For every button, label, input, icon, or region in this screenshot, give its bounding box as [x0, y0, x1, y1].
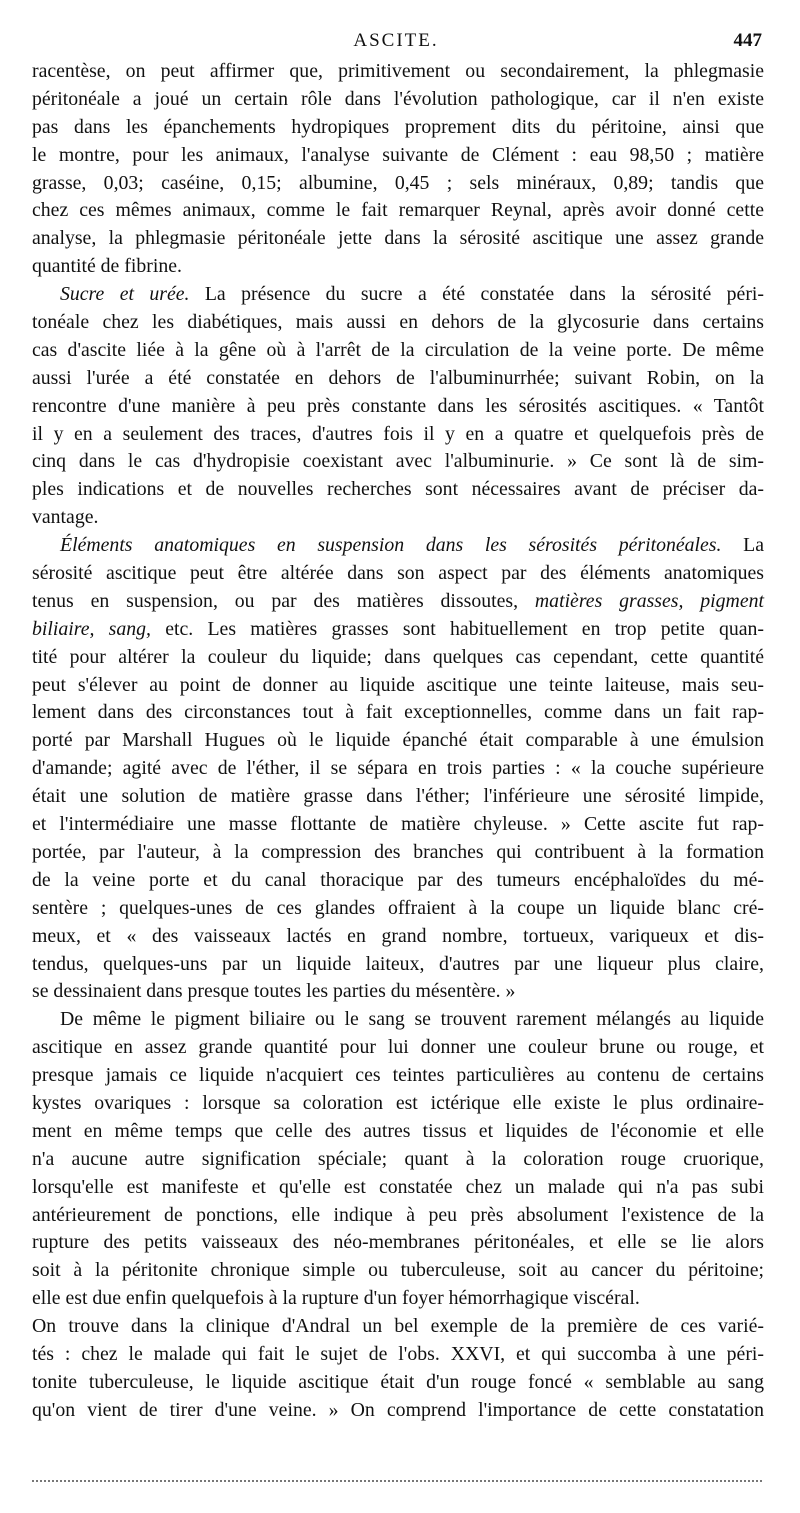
- text-line: rencontre d'une manière à peu près constante dans les sérosités ascitiques. « Tantôt: [32, 394, 764, 417]
- text-line: ment en même temps que celle des autres tissus et liquides de l'économie et elle: [32, 1119, 764, 1142]
- text-line: était une solution de matière grasse dans l'éther; l'inférieure une sérosité limpide,: [32, 785, 764, 808]
- text-line: de la veine porte et du canal thoracique par des tumeurs encéphaloïdes du mé-: [32, 868, 764, 891]
- text-line: racentèse, on peut affirmer que, primitivement ou secondairement, la phlegmasie: [32, 60, 764, 82]
- text-line: se dessinaient dans presque toutes les parties du mésentère. »: [32, 980, 516, 1003]
- text-run: La: [721, 534, 764, 557]
- text-line: peut s'élever au point de donner au liquide ascitique une teinte laiteuse, mais seu-: [32, 673, 764, 696]
- text-line: tonite tuberculeuse, le liquide ascitique était d'un rouge foncé « semblable au sang: [32, 1370, 764, 1393]
- text-line: péritonéale a joué un certain rôle dans l'évolution pathologique, car il n'en existe: [32, 87, 764, 110]
- text-line: qu'on vient de tirer d'une veine. » On comprend l'importance de cette constatation: [32, 1398, 764, 1421]
- paragraph-elements-anatomiques: [32, 532, 764, 1006]
- section-heading: Sucre et urée.: [60, 283, 190, 306]
- text-line: porté par Marshall Hugues où le liquide épanché était comparable à une émulsion: [32, 729, 764, 752]
- text-line: tendus, quelques-uns par un liquide laiteux, d'autres par une liqueur plus claire,: [32, 952, 764, 975]
- text-line: presque jamais ce liquide n'acquiert ces teintes particulières au contenu de certains: [32, 1064, 764, 1087]
- text-line: d'amande; agité avec de l'éther, il se sépara en trois parties : « la couche supérieure: [32, 757, 764, 780]
- text-line: n'a aucune autre signification spéciale; quant à la coloration rouge cruorique,: [32, 1147, 764, 1170]
- text-line: tés : chez le malade qui fait le sujet de l'obs. XXVI, et qui succomba à une péri-: [32, 1342, 764, 1365]
- text-run: La présence du sucre a été constatée dans la sérosité péri-: [189, 283, 764, 306]
- text-line: analyse, la phlegmasie péritonéale jette dans la sérosité ascitique une assez grande: [32, 227, 764, 250]
- paragraph-sucre-uree: [32, 281, 764, 532]
- running-title: ASCITE.: [353, 30, 439, 51]
- paragraph-pigment-sang: [32, 1006, 764, 1424]
- text-line: On trouve dans la clinique d'Andral un bel exemple de la première de ces varié-: [32, 1315, 764, 1338]
- text-line: cinq dans le cas d'hydropisie coexistant avec l'albuminurie. » Ce sont là de sim-: [32, 450, 764, 473]
- text-run: tenus en suspension, ou par des matières dissoutes,: [32, 589, 535, 612]
- emphasis-text: biliaire, sang,: [32, 617, 151, 640]
- text-line: grasse, 0,03; caséine, 0,15; albumine, 0,45 ; sels minéraux, 0,89; tandis que: [32, 171, 764, 194]
- text-line: soit à la péritonite chronique simple ou tuberculeuse, soit au cancer du péritoine;: [32, 1259, 764, 1282]
- section-heading: Éléments anatomiques en suspension dans les sérosités péritonéales.: [60, 534, 722, 557]
- text-line: De même le pigment biliaire ou le sang se trouvent rarement mélangés au liquide: [60, 1008, 764, 1031]
- text-line: tonéale chez les diabétiques, mais aussi en dehors de la glycosurie dans certains: [32, 311, 764, 334]
- text-line: aussi l'urée a été constatée en dehors de l'albuminurrhée; suivant Robin, on la: [32, 366, 764, 389]
- text-line: [32, 281, 764, 309]
- text-line: [32, 532, 764, 560]
- text-line: [32, 616, 764, 644]
- text-line: chez ces mêmes animaux, comme le fait remarquer Reynal, après avoir donné cette: [32, 199, 764, 222]
- page-number: 447: [733, 30, 762, 51]
- text-line: ascitique en assez grande quantité pour lui donner une couleur brune ou rouge, et: [32, 1036, 764, 1059]
- text-line: vantage.: [32, 506, 99, 529]
- text-line: elle est due enfin quelquefois à la rupture d'un foyer hémorrhagique viscéral.: [32, 1287, 640, 1310]
- text-line: et l'intermédiaire une masse flottante de matière chyleuse. » Cette ascite fut rap-: [32, 813, 764, 836]
- text-line: sérosité ascitique peut être altérée dans son aspect par des éléments anatomiques: [32, 562, 764, 585]
- body-text: [32, 58, 764, 1425]
- text-line: sentère ; quelques-unes de ces glandes offraient à la coupe un liquide blanc cré-: [32, 896, 764, 919]
- text-line: portée, par l'auteur, à la compression des branches qui contribuent à la formation: [32, 840, 764, 863]
- text-line: pas dans les épanchements hydropiques proprement dits du péritoine, ainsi que: [32, 115, 764, 138]
- running-head: [30, 30, 762, 54]
- text-line: lement dans des circonstances tout à fait exceptionnelles, comme dans un fait rap-: [32, 701, 764, 724]
- text-line: cas d'ascite liée à la gêne où à l'arrêt de la circulation de la veine porte. De même: [32, 338, 764, 361]
- text-line: antérieurement de ponctions, elle indique à peu près absolument l'existence de la: [32, 1203, 764, 1226]
- text-line: rupture des petits vaisseaux des néo-membranes péritonéales, et elle se lie alors: [32, 1231, 764, 1254]
- text-line: il y en a seulement des traces, d'autres fois il y en a quatre et quelquefois près de: [32, 422, 764, 445]
- text-line: [32, 588, 764, 616]
- text-line: ples indications et de nouvelles recherches sont nécessaires avant de préciser da-: [32, 478, 764, 501]
- emphasis-text: matières grasses, pigment: [534, 589, 765, 612]
- paragraph-continuation: [32, 58, 764, 281]
- text-line: kystes ovariques : lorsque sa coloration est ictérique elle existe le plus ordinaire-: [32, 1091, 764, 1114]
- text-run: etc. Les matières grasses sont habituellement en trop petite quan-: [151, 617, 764, 640]
- footer-divider: [32, 1480, 762, 1482]
- text-line: le montre, pour les animaux, l'analyse suivante de Clément : eau 98,50 ; matière: [32, 143, 764, 166]
- text-line: tité pour altérer la couleur du liquide; dans quelques cas cependant, cette quantité: [32, 645, 764, 668]
- text-line: quantité de fibrine.: [32, 255, 182, 278]
- text-line: meux, et « des vaisseaux lactés en grand nombre, tortueux, variqueux et dis-: [32, 924, 764, 947]
- text-line: lorsqu'elle est manifeste et qu'elle est constatée chez un malade qui n'a pas subi: [32, 1175, 764, 1198]
